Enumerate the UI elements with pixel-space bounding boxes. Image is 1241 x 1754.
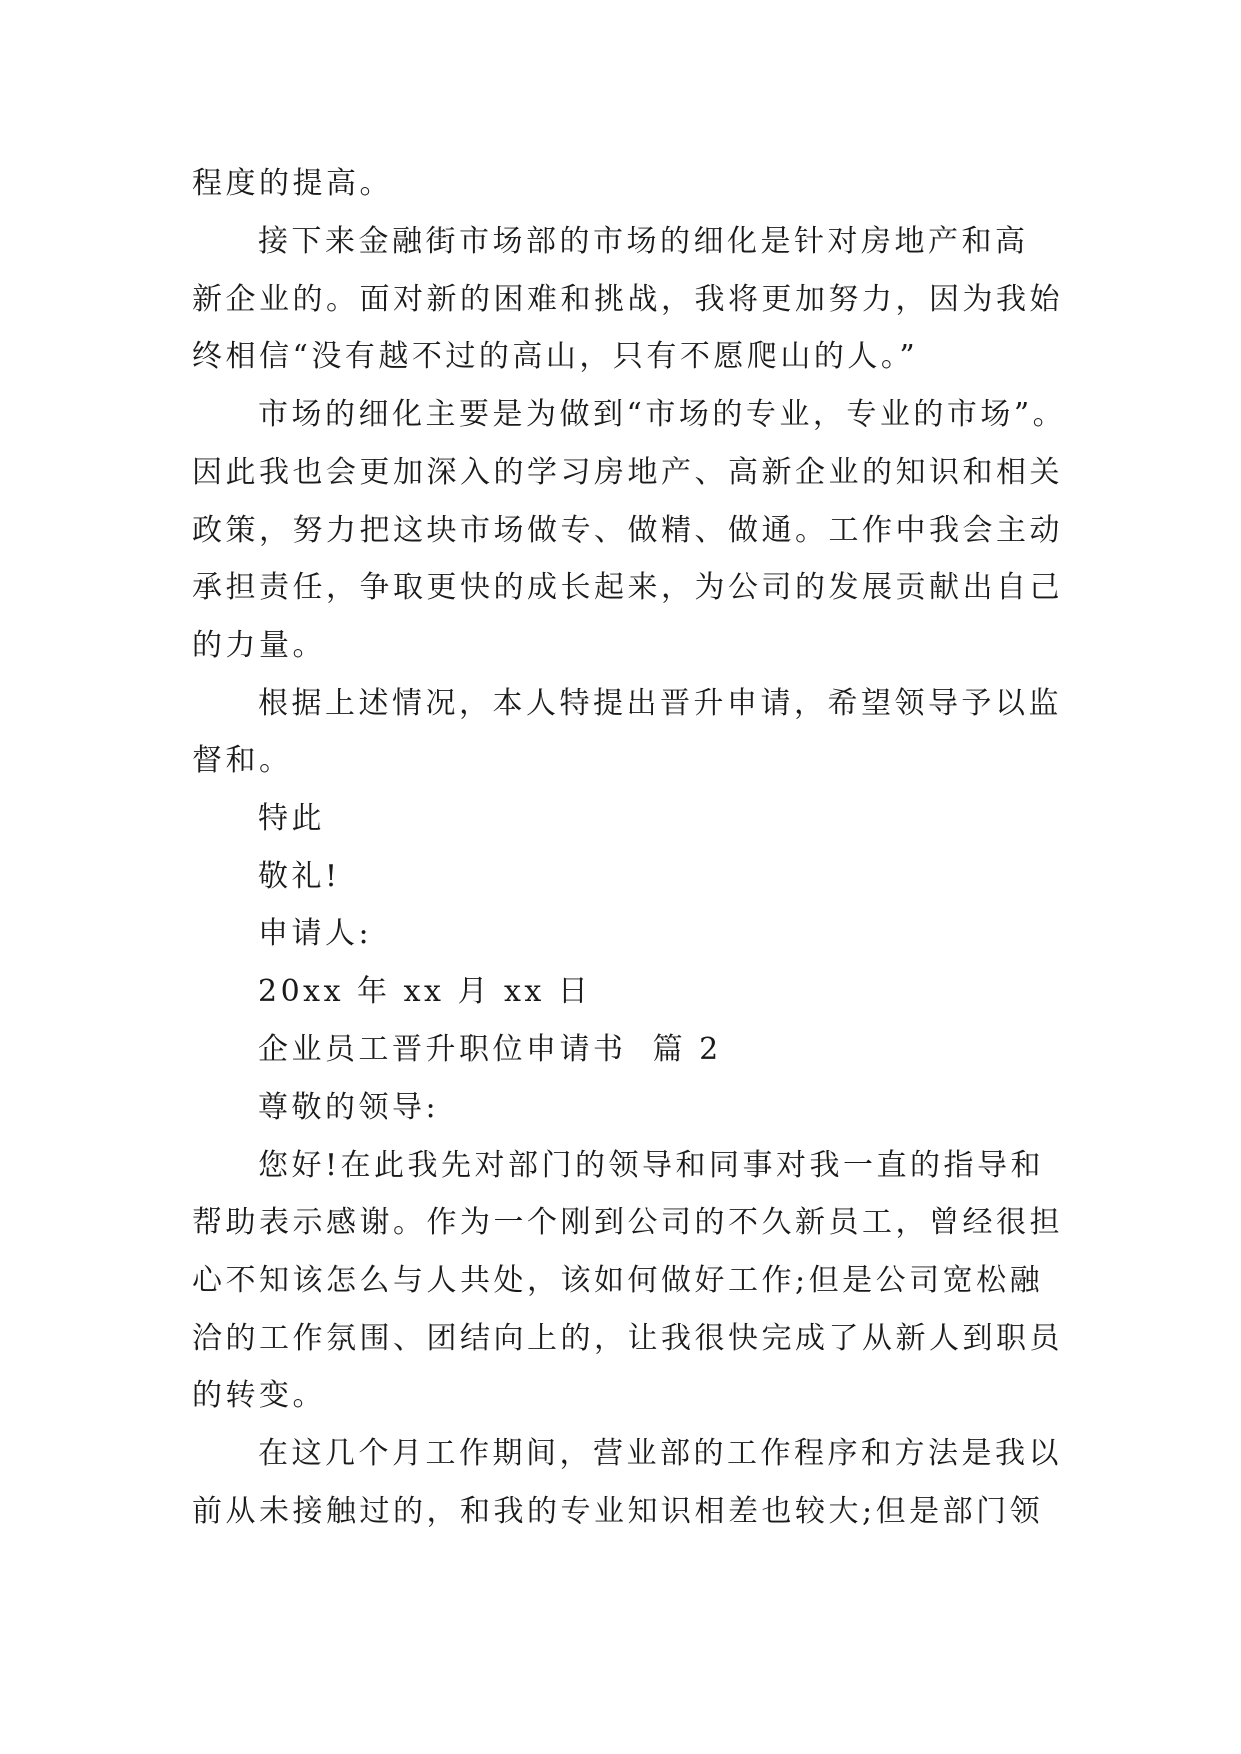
- text-line: 程度的提高。: [192, 166, 393, 201]
- text-line: 申请人:: [258, 916, 373, 951]
- text-line: 在这几个月工作期间，营业部的工作程序和方法是我以: [258, 1436, 1062, 1471]
- text-line: 的转变。: [192, 1378, 326, 1413]
- text-line: 前从未接触过的，和我的专业知识相差也较大;但是部门领: [192, 1494, 1044, 1529]
- text-line: 尊敬的领导:: [258, 1090, 440, 1125]
- text-line: 您好!在此我先对部门的领导和同事对我一直的指导和: [258, 1148, 1045, 1183]
- text-line: 特此: [258, 801, 325, 836]
- text-line: 洽的工作氛围、团结向上的，让我很快完成了从新人到职员: [192, 1321, 1063, 1356]
- text-line: 敬礼!: [258, 859, 341, 894]
- text-line: 承担责任，争取更快的成长起来，为公司的发展贡献出自己: [192, 570, 1063, 605]
- text-line: 的力量。: [192, 628, 326, 663]
- text-line: 根据上述情况，本人特提出晋升申请，希望领导予以监: [258, 686, 1062, 721]
- text-line: 因此我也会更加深入的学习房地产、高新企业的知识和相关: [192, 455, 1063, 490]
- text-line: 督和。: [192, 743, 293, 778]
- text-line: 政策，努力把这块市场做专、做精、做通。工作中我会主动: [192, 513, 1063, 548]
- text-line: 市场的细化主要是为做到“市场的专业，专业的市场”。: [258, 397, 1067, 432]
- section-heading: 企业员工晋升职位申请书 篇 2: [258, 1032, 722, 1067]
- text-line: 20xx 年 xx 月 xx 日: [258, 974, 592, 1009]
- text-line: 终相信“没有越不过的高山，只有不愿爬山的人。”: [192, 339, 919, 374]
- text-line: 帮助表示感谢。作为一个刚到公司的不久新员工，曾经很担: [192, 1205, 1063, 1240]
- text-line: 接下来金融街市场部的市场的细化是针对房地产和高: [258, 224, 1029, 259]
- text-line: 心不知该怎么与人共处，该如何做好工作;但是公司宽松融: [192, 1263, 1044, 1298]
- text-line: 新企业的。面对新的困难和挑战，我将更加努力，因为我始: [192, 282, 1063, 317]
